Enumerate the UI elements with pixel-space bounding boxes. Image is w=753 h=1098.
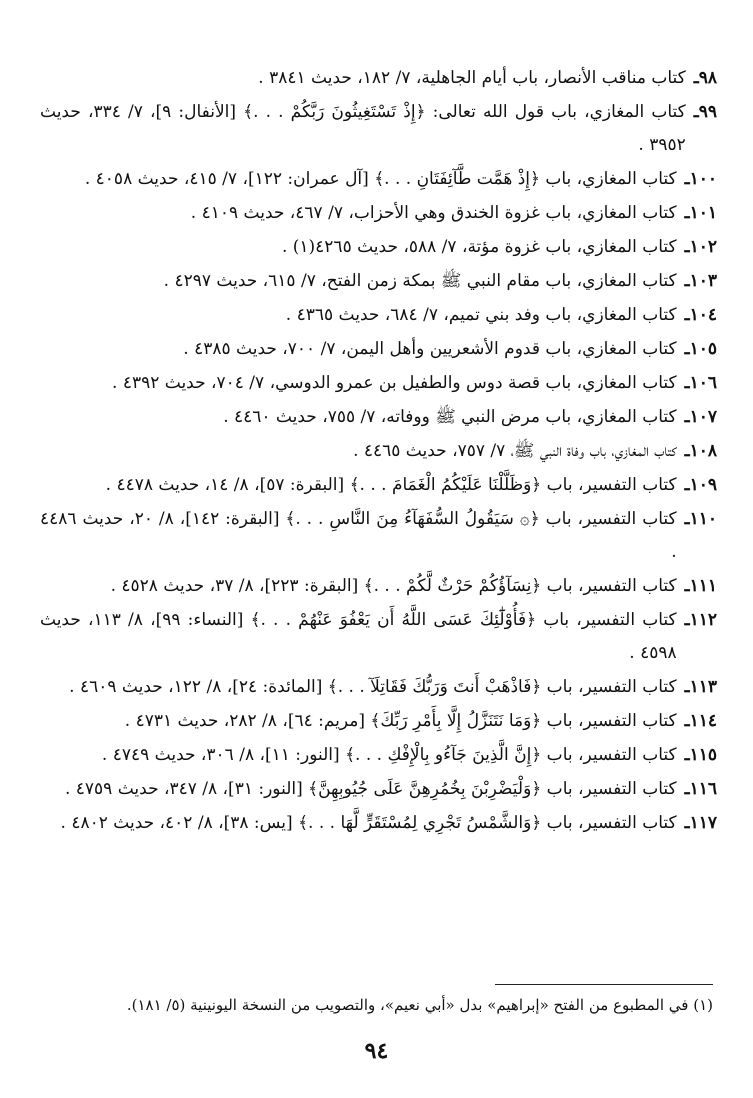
entry-text: كتاب التفسير، باب ﴿وَلْيَضْرِبْنَ بِخُمُرِهِنَّ عَلَى جُيُوبِهِنَّ﴾ [النور: ٣١]، ٨/ ٣٤٧، حديث ٤٧٥٩ .	[64, 779, 677, 799]
list-item	[40, 604, 717, 670]
footnote-divider	[495, 984, 713, 985]
entry-text: كتاب المغازي، باب قدوم الأشعريين وأهل اليمن، ٧/ ٧٠٠، حديث ٤٣٨٥ .	[183, 339, 677, 359]
entry-text: كتاب المغازي، باب غزوة مؤتة، ٧/ ٥٨٨، حديث ٤٢٦٥(١) .	[281, 237, 677, 257]
entry-number: ١١٣ـ	[684, 677, 717, 697]
entry-text: كتاب المغازي، باب غزوة الخندق وهي الأحزاب، ٧/ ٤٦٧، حديث ٤١٠٩ .	[190, 203, 677, 223]
entry-number: ١١٤ـ	[684, 711, 717, 731]
entry-text: كتاب التفسير، باب ﴿فَاذْهَبْ أَنتَ وَرَبُّكَ فَقَاتِلَآ . . .﴾ [المائدة: ٢٤]، ٨/ ١٢٢، حديث ٤٦٠٩ .	[69, 677, 677, 697]
entry-number: ١١١ـ	[684, 576, 717, 596]
list-item	[40, 367, 717, 400]
entry-text: كتاب التفسير، باب ﴿نِسَآؤُكُمْ حَرْثٌ لَّكُمْ . . .﴾ [البقرة: ٢٢٣]، ٨/ ٣٧، حديث ٤٥٢٨ .	[110, 576, 677, 596]
list-item	[40, 265, 717, 298]
entry-number: ١٠٤ـ	[684, 305, 717, 325]
entry-number: ١٠٦ـ	[684, 373, 717, 393]
entry-text: كتاب المغازي، باب وفد بني تميم، ٧/ ٦٨٤، حديث ٤٣٦٥ .	[285, 305, 677, 325]
list-item	[40, 435, 717, 468]
entry-number: ١١٥ـ	[684, 745, 717, 765]
entry-text: كتاب التفسير، باب ﴿وَالشَّمْسُ تَجْرِي لِمُسْتَقَرٍّ لَّهَا . . .﴾ [يس: ٣٨]، ٨/ ٤٠٢، حديث ٤٨٠٢ .	[60, 813, 677, 833]
entry-text: كتاب التفسير، باب ﴿وَمَا نَتَنَزَّلُ إِلَّا بِأَمْرِ رَبِّكَ﴾ [مريم: ٦٤]، ٨/ ٢٨٢، حديث ٤٧٣١ .	[124, 711, 677, 731]
list-item	[40, 503, 717, 569]
entry-number: ١٠٣ـ	[684, 271, 717, 291]
list-item	[40, 62, 717, 95]
list-item	[40, 570, 717, 603]
list-item	[40, 333, 717, 366]
entry-text: كتاب المغازي، باب قول الله تعالى: ﴿إِذْ تَسْتَغِيثُونَ رَبَّكُمْ . . .﴾ [الأنفال: ٩]، ٧/ ٣٣٤، حديث ٣٩٥٢ .	[40, 102, 686, 155]
list-item	[40, 231, 717, 264]
entry-number: ١٠٢ـ	[684, 237, 717, 257]
entry-text: كتاب مناقب الأنصار، باب أيام الجاهلية، ٧/ ١٨٢، حديث ٣٨٤١ .	[258, 68, 686, 88]
entry-number: ١١٧ـ	[684, 813, 717, 833]
entry-number: ١٠٥ـ	[684, 339, 717, 359]
page-number: ٩٤	[364, 1038, 389, 1064]
list-item	[40, 739, 717, 772]
entry-text: كتاب التفسير، باب ﴿إِنَّ الَّذِينَ جَآءُو بِالْإِفْكِ . . .﴾ [النور: ١١]، ٨/ ٣٠٦، حديث ٤٧٤٩ .	[101, 745, 677, 765]
list-item	[40, 705, 717, 738]
list-item	[40, 807, 717, 840]
list-item	[40, 401, 717, 434]
list-item	[40, 197, 717, 230]
entry-number: ١١٦ـ	[684, 779, 717, 799]
entry-number: ١٠١ـ	[684, 203, 717, 223]
footnote: (١) في المطبوع من الفتح «إبراهيم» بدل «أبي نعيم»، والتصويب من النسخة اليونينية (٥/ ١٨١).	[126, 996, 713, 1014]
entry-text: كتاب المغازي، باب مرض النبي ﷺ ووفاته، ٧/ ٧٥٥، حديث ٤٤٦٠ .	[223, 407, 677, 427]
entry-number: ١٠٧ـ	[684, 407, 717, 427]
list-item	[40, 469, 717, 502]
entry-text: كتاب المغازي، باب ﴿إِذْ هَمَّت طَّآئِفَتَانِ . . .﴾ [آل عمران: ١٢٢]، ٧/ ٤١٥، حديث ٤٠٥٨ .	[84, 169, 677, 189]
list-item	[40, 299, 717, 332]
entry-text: كتاب المغازي، باب مقام النبي ﷺ بمكة زمن الفتح، ٧/ ٦١٥، حديث ٤٢٩٧ .	[163, 271, 677, 291]
entry-number: ٩٨ـ	[693, 68, 717, 88]
entry-text: كتاب المغازي، باب وفاة النبي ﷺ، ٧/ ٧٥٧، حديث ٤٤٦٥ .	[353, 441, 677, 461]
entry-number: ١٠٠ـ	[684, 169, 717, 189]
entry-number: ١١٠ـ	[684, 509, 717, 529]
list-item	[40, 163, 717, 196]
entry-number: ١٠٨ـ	[684, 441, 717, 461]
entry-text: كتاب التفسير، باب ﴿وَظَلَّلْنَا عَلَيْكُمُ الْغَمَامَ . . .﴾ [البقرة: ٥٧]، ٨/ ١٤، حديث ٤٤٧٨ .	[105, 475, 677, 495]
entry-number: ١١٢ـ	[684, 610, 717, 630]
entry-text: كتاب التفسير، باب ﴿۞ سَيَقُولُ السُّفَهَآءُ مِنَ النَّاسِ . . .﴾ [البقرة: ١٤٢]، ٨/ ٢٠، حديث ٤٤٨٦ .	[40, 509, 677, 562]
list-item	[40, 773, 717, 806]
list-item	[40, 96, 717, 162]
entry-number: ١٠٩ـ	[684, 475, 717, 495]
hadith-reference-list	[40, 62, 717, 841]
list-item	[40, 671, 717, 704]
entry-number: ٩٩ـ	[693, 102, 717, 122]
entry-text: كتاب التفسير، باب ﴿فَأُوْلَٰٓئِكَ عَسَى اللَّهُ أَن يَعْفُوَ عَنْهُمْ . . .﴾ [النساء: ٩٩]، ٨/ ١١٣، حديث ٤٥٩٨ .	[40, 610, 677, 663]
entry-text: كتاب المغازي، باب قصة دوس والطفيل بن عمرو الدوسي، ٧/ ٧٠٤، حديث ٤٣٩٢ .	[112, 373, 677, 393]
